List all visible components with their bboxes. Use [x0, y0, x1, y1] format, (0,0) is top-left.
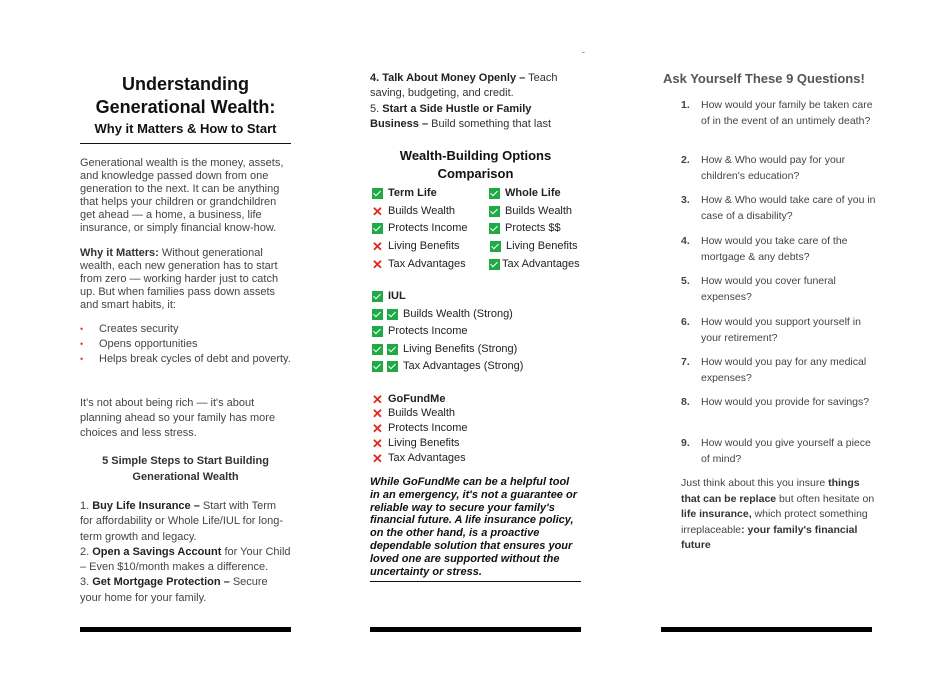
question-item [681, 193, 876, 224]
panel-subtitle: Why it Matters & How to Start [94, 121, 277, 136]
questions-heading: Ask Yourself These 9 Questions! [663, 71, 865, 86]
step-bold: Start a Side Hustle or Family Business – [370, 102, 532, 130]
closing-text: Just think about this you insure [681, 477, 829, 489]
list-item [80, 337, 291, 352]
question-num: 2. [681, 154, 690, 166]
check-icon [372, 361, 383, 372]
question-item [681, 355, 876, 386]
bullet-icon: • [80, 339, 84, 349]
whole-life-row [489, 221, 561, 235]
row-label: Builds Wealth [388, 407, 456, 419]
whole-life-row [489, 204, 572, 218]
step-text: Start with Term for affordability or Whole Life/IUL for long-term growth and legacy. [80, 500, 283, 543]
check-icon [372, 344, 383, 355]
iul-title [372, 289, 406, 303]
term-life-row [372, 204, 455, 218]
row-label: Tax Advantages [502, 258, 580, 270]
step-text: for Your Child – Even $10/month makes a difference. [80, 545, 291, 574]
check-icon [387, 344, 398, 355]
iul-row [372, 324, 467, 338]
check-icon [372, 188, 383, 199]
row-label: Tax Advantages (Strong) [403, 360, 524, 372]
question-item [681, 315, 876, 346]
step-bold: Get Mortgage Protection – [92, 576, 230, 589]
term-life-row [372, 257, 466, 271]
step-item [80, 499, 291, 545]
iul-row [372, 359, 523, 373]
question-item [681, 98, 876, 129]
row-label: Builds Wealth (Strong) [403, 308, 513, 320]
step-bold: 4. Talk About Money Openly – [370, 72, 526, 84]
divider [370, 581, 581, 582]
row-label: Protects Income [388, 325, 468, 337]
closing-paragraph: It's not about being rich — it's about planning ahead so your family has more choices and less stress. [80, 397, 276, 439]
step-num: 3. [80, 576, 93, 589]
step-text: Secure your home for your family. [80, 576, 268, 604]
question-item [681, 436, 876, 467]
footer-bar [80, 627, 291, 632]
closing-text: but often hesitate on [776, 492, 875, 505]
gofundme-row [372, 406, 455, 420]
x-icon: ✕ [372, 256, 383, 272]
panel-title [80, 73, 291, 119]
closing-bold: life insurance, [681, 508, 752, 521]
question-text: How & Who would take care of you in case of a disability? [701, 194, 876, 222]
footer-bar [661, 627, 872, 632]
option-title: Term Life [388, 187, 437, 199]
x-icon: ✕ [372, 420, 383, 436]
question-item [681, 274, 876, 305]
term-life-title [372, 186, 437, 200]
list-item [80, 352, 291, 367]
step-num: 5. [370, 102, 383, 115]
step-bold: Buy Life Insurance – [92, 500, 200, 512]
whole-life-row [490, 239, 578, 253]
divider [80, 143, 291, 144]
row-label: Living Benefits [388, 240, 460, 252]
step-num: 2. [80, 545, 93, 558]
row-label: Protects $$ [505, 222, 561, 234]
step-text: Build something that last [428, 117, 551, 130]
whole-life-title [489, 186, 561, 200]
check-icon [489, 206, 500, 217]
closing-bold: : your family's financial future [681, 523, 858, 552]
question-num: 3. [681, 194, 690, 206]
question-num: 7. [681, 356, 690, 368]
benefit-list [80, 322, 291, 367]
question-num: 8. [681, 396, 690, 408]
bullet-icon: • [80, 324, 84, 334]
gofundme-title [372, 392, 445, 406]
option-title: IUL [388, 290, 406, 302]
gofundme-row [372, 451, 466, 465]
footer-bar [370, 627, 581, 632]
steps-list [80, 499, 291, 606]
check-icon [490, 241, 501, 252]
gofundme-row [372, 436, 460, 450]
question-num: 1. [681, 99, 690, 111]
question-text: How would you pay for any medical expenses? [701, 356, 867, 384]
iul-row [372, 307, 513, 321]
term-life-row [372, 221, 467, 235]
question-text: How would you take care of the mortgage & any debts? [701, 235, 848, 263]
x-icon: ✕ [372, 391, 383, 407]
title-line-2: Generational Wealth: [95, 97, 276, 117]
check-icon [489, 259, 500, 270]
check-icon [372, 326, 383, 337]
bullet-icon: • [80, 354, 84, 364]
option-title: Whole Life [505, 187, 561, 199]
question-text: How would you provide for savings? [701, 396, 870, 408]
x-icon: ✕ [372, 238, 383, 254]
check-icon [489, 188, 500, 199]
x-icon: ✕ [372, 405, 383, 421]
step-bold: Open a Savings Account [92, 545, 222, 558]
question-text: How & Who would pay for your children's education? [701, 154, 846, 182]
x-icon: ✕ [372, 435, 383, 451]
bullet-text: Creates security [99, 323, 179, 335]
closing-bold: things that can be replace [681, 477, 860, 505]
bullet-text: Helps break cycles of debt and poverty. [99, 353, 291, 365]
term-life-row [372, 239, 460, 253]
why-label: Why it Matters: [80, 247, 159, 259]
why-text: Without generational wealth, each new generation has to start from zero — working harder just to catch up. But when families pass down assets and smart habits, it: [80, 247, 279, 311]
iul-row [372, 342, 517, 356]
question-num: 6. [681, 316, 690, 328]
row-label: Living Benefits (Strong) [403, 343, 518, 355]
question-num: 4. [681, 235, 690, 247]
why-paragraph [80, 247, 291, 312]
row-label: Tax Advantages [388, 452, 466, 464]
check-icon [372, 223, 383, 234]
question-text: How would you give yourself a piece of mind? [701, 437, 871, 465]
steps-continued [370, 71, 581, 132]
list-item [80, 322, 291, 337]
row-label: Builds Wealth [388, 205, 456, 217]
check-icon [372, 309, 383, 320]
whole-life-row [489, 257, 580, 271]
x-icon: ✕ [372, 203, 383, 219]
question-item [681, 153, 876, 184]
question-num: 9. [681, 437, 690, 449]
step-item [370, 102, 581, 133]
comparison-heading: Wealth-Building Options Comparison [399, 148, 552, 181]
check-icon [372, 291, 383, 302]
check-icon [489, 223, 500, 234]
question-num: 5. [681, 275, 690, 287]
row-label: Living Benefits [388, 437, 460, 449]
row-label: Living Benefits [506, 240, 578, 252]
question-text: How would you cover funeral expenses? [701, 275, 836, 303]
row-label: Builds Wealth [505, 205, 573, 217]
gofundme-note: While GoFundMe can be a helpful tool in an emergency, it's not a guarantee or reliable way to secure your family's financial future. A life insurance policy, on the other hand, is a proactive dependable solution that ensures your loved one are supported without the uncertainty or stress. [370, 476, 577, 578]
row-label: Tax Advantages [388, 258, 466, 270]
closing-text: which protect something irreplaceable [681, 508, 868, 536]
steps-heading: 5 Simple Steps to Start Building Generational Wealth [102, 455, 269, 483]
option-title: GoFundMe [388, 393, 446, 405]
step-item [80, 545, 291, 576]
question-item [681, 395, 876, 411]
step-item [370, 71, 581, 102]
gofundme-row [372, 421, 467, 435]
intro-paragraph: Generational wealth is the money, assets, and knowledge passed down from one generation to the next. It can be anything that helps your children or grandchildren get ahead — a home, a business, life insurance, or simply financial know-how. [80, 157, 284, 234]
check-icon [387, 309, 398, 320]
step-item [80, 575, 291, 606]
row-label: Protects Income [388, 422, 468, 434]
check-icon [387, 361, 398, 372]
step-num: 1. [80, 500, 93, 512]
step-text: Teach saving, budgeting, and credit. [370, 72, 558, 100]
question-text: How would your family be taken care of in the event of an untimely death? [701, 99, 873, 127]
question-item [681, 234, 876, 265]
bullet-text: Opens opportunities [99, 338, 198, 350]
row-label: Protects Income [388, 222, 468, 234]
x-icon: ✕ [372, 450, 383, 466]
question-text: How would you support yourself in your retirement? [701, 316, 861, 344]
page-marker: - [582, 47, 585, 57]
closing-paragraph [681, 476, 876, 554]
title-line-1: Understanding [121, 74, 249, 94]
